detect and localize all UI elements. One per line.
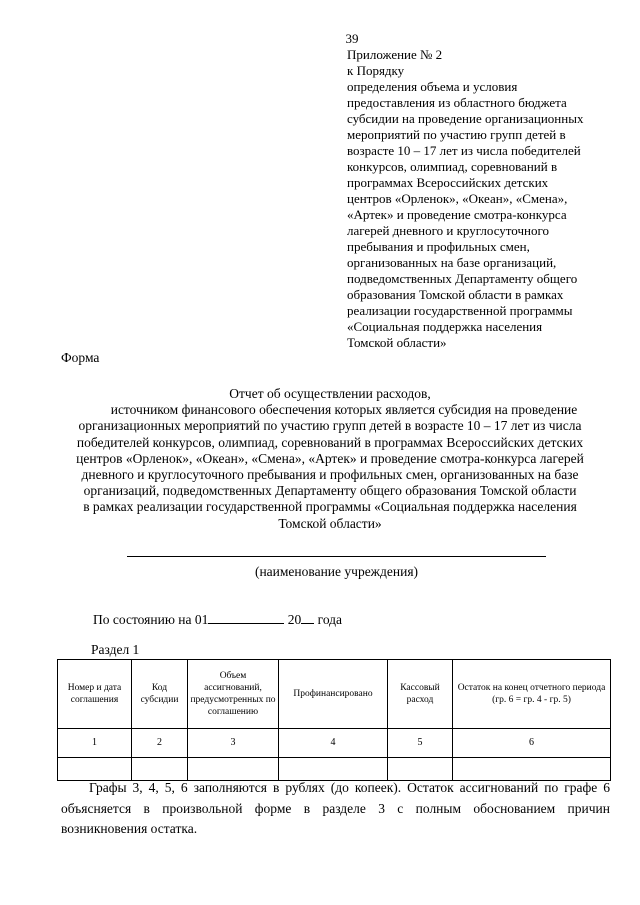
report-title-line: Томской области» [278, 515, 382, 531]
appendix-line: возрасте 10 – 17 лет из числа победителей [347, 143, 581, 158]
section1-table [57, 659, 611, 781]
note-paragraph [61, 778, 610, 840]
section-label: Раздел 1 [91, 642, 140, 657]
report-title-line: победителей конкурсов, олимпиад, соревнований в программах Всероссийских детских [76, 434, 584, 450]
report-title-line: организаций, подведомственных Департаменту общего образования Томской области [83, 483, 577, 499]
appendix-line: подведомственных Департаменту общего [347, 271, 578, 286]
column-number: 3 [188, 729, 279, 758]
report-title-line: дневного и круглосуточного пребывания и профильных смен, организованных на базе [81, 467, 579, 483]
report-title-line: центров «Орленок», «Океан», «Смена», «Артек» и проведение смотра-конкурса лагерей [76, 450, 584, 466]
note-line: объясняется в произвольной форме в разделе 3 с полным обоснованием причин [61, 800, 610, 816]
institution-caption: (наименование учреждения) [254, 564, 419, 579]
appendix-line: реализации государственной программы [347, 303, 573, 318]
report-title-line: организационных мероприятий по участию групп детей в возрасте 10 – 17 лет из числа [78, 418, 582, 434]
appendix-line: центров «Орленок», «Океан», «Смена», [347, 191, 568, 206]
column-number: 5 [388, 729, 453, 758]
appendix-line: определения объема и условия [347, 79, 518, 94]
appendix-header [347, 47, 583, 351]
appendix-line: организованных на базе организаций, [347, 255, 557, 270]
month-blank[interactable] [208, 612, 284, 624]
column-number: 6 [453, 729, 611, 758]
appendix-line: предоставления из областного бюджета [347, 95, 567, 110]
note-line: возникновения остатка. [61, 821, 198, 836]
appendix-line: лагерей дневного и круглосуточного [347, 223, 549, 238]
header-cell: Объем ассигнований, предусмотренных по соглашению [188, 660, 279, 729]
appendix-line: пребывания и профильных смен, [347, 239, 530, 254]
header-cell: Номер и дата соглашения [58, 660, 132, 729]
note-line: Графы 3, 4, 5, 6 заполняются в рублях (до копеек). Остаток ассигнований по графе 6 [89, 780, 610, 795]
appendix-line: образования Томской области в рамках [347, 287, 564, 302]
report-title-line: источником финансового обеспечения которых является субсидия на проведение [110, 402, 578, 418]
page-number: 39 [345, 31, 359, 46]
table-column-numbers-row [58, 729, 611, 758]
report-title [62, 386, 598, 532]
appendix-line: «Артек» и проведение смотра-конкурса [347, 207, 567, 222]
form-label: Форма [61, 350, 100, 365]
appendix-line: мероприятий по участию групп детей в [347, 127, 566, 142]
year-prefix: 20 [287, 612, 302, 627]
as-of-prefix: По состоянию на 01 [93, 612, 209, 627]
appendix-line: к Порядку [347, 63, 405, 78]
report-title-line: в рамках реализации государственной программы «Социальная поддержка населения [83, 499, 577, 515]
as-of-suffix: года [317, 612, 343, 627]
institution-name-line[interactable] [127, 556, 546, 557]
appendix-line: программах Всероссийских детских [347, 175, 549, 190]
header-cell: Профинансировано [279, 660, 388, 729]
header-cell: Код субсидии [132, 660, 188, 729]
as-of-date [93, 612, 342, 628]
header-cell: Кассовый расход [388, 660, 453, 729]
appendix-line: субсидии на проведение организационных [347, 111, 584, 126]
table-header-row [58, 660, 611, 729]
appendix-line: «Социальная поддержка населения [347, 319, 543, 334]
appendix-line: Томской области» [347, 335, 447, 350]
header-cell: Остаток на конец отчетного периода (гр. 6 = гр. 4 - гр. 5) [453, 660, 611, 729]
year-blank[interactable] [301, 612, 314, 624]
appendix-line: Приложение № 2 [347, 47, 443, 62]
appendix-line: конкурсов, олимпиад, соревнований в [347, 159, 558, 174]
report-title-line: Отчет об осуществлении расходов, [229, 386, 431, 401]
column-number: 2 [132, 729, 188, 758]
column-number: 1 [58, 729, 132, 758]
column-number: 4 [279, 729, 388, 758]
